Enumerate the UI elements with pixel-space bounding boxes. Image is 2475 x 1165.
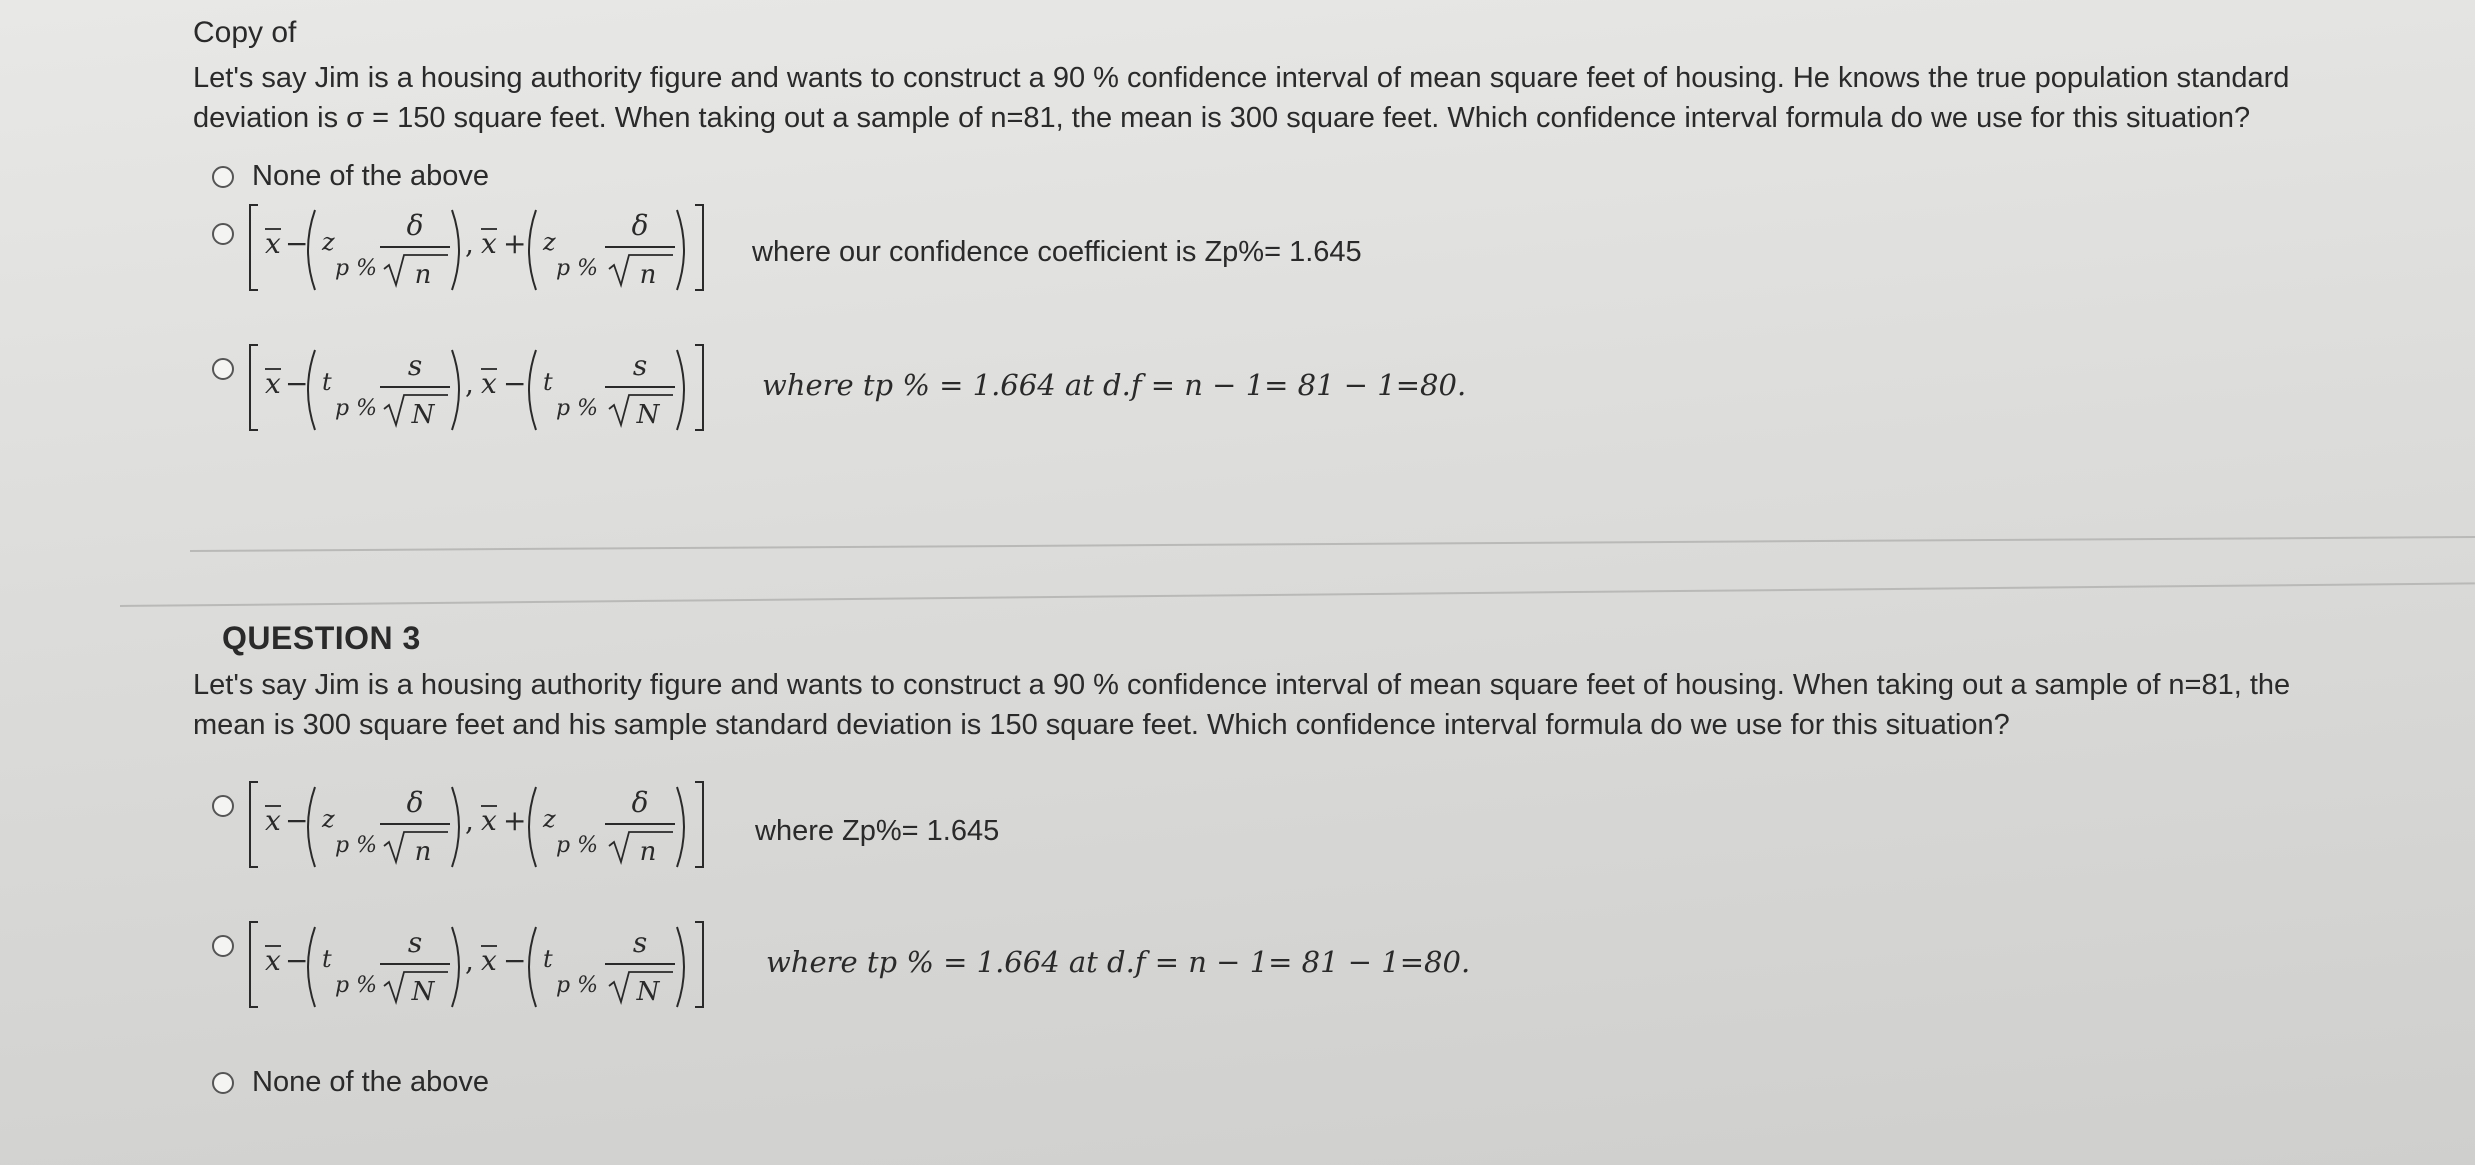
option-note: where tp % = 1.664 at d.f = n − 1= 81 − 1=80. (762, 368, 1467, 402)
xbar-symbol: x (265, 804, 281, 837)
subscript-percent: p % (335, 396, 377, 421)
formula-symbol: , (465, 804, 474, 837)
coefficient-symbol: t (543, 945, 553, 973)
question-heading: QUESTION 3 (222, 620, 421, 656)
question-text (193, 18, 2353, 138)
xbar-symbol: x (265, 227, 281, 260)
formula-symbol: − (503, 944, 527, 977)
question-prefix: Copy of (193, 16, 297, 49)
coefficient-symbol: z (543, 805, 556, 833)
right-bracket (695, 345, 703, 430)
radio-q2-opt3[interactable] (212, 358, 234, 380)
formula-symbol: − (503, 367, 527, 400)
formula-symbol: − (285, 944, 309, 977)
left-bracket (250, 782, 258, 867)
formula-symbol: , (465, 944, 474, 977)
left-bracket (250, 345, 258, 430)
right-paren (452, 350, 459, 430)
subscript-percent: p % (556, 973, 598, 998)
coefficient-symbol: z (322, 228, 335, 256)
radio-q3-opt1[interactable] (212, 795, 234, 817)
right-paren (452, 927, 459, 1007)
fraction-denominator: n (414, 837, 432, 867)
radio-q2-opt1[interactable] (212, 166, 234, 188)
fraction-numerator: s (407, 349, 423, 382)
right-paren (452, 787, 459, 867)
option-label: None of the above (252, 1066, 490, 1098)
section-divider (120, 582, 2475, 607)
xbar-symbol: x (481, 227, 497, 260)
fraction-numerator: s (632, 926, 648, 959)
question-body: Let's say Jim is a housing authority figure and wants to construct a 90 % confidence interval of mean square feet of housing. He knows the true population standard deviation is σ = 150 square feet. When taking out a sample of n=81, the mean is 300 square feet. Which confidence interval formula do we use for this situation? (193, 62, 2290, 134)
left-paren (308, 927, 315, 1007)
formula-symbol: + (503, 804, 527, 837)
z-interval-formula (245, 772, 745, 882)
question-text: Let's say Jim is a housing authority figure and wants to construct a 90 % confidence interval of mean square feet of housing. When taking out a sample of n=81, the mean is 300 square feet and his sample standard deviation is 150 square feet. Which confidence interval formula do we use for this situation? (193, 669, 2291, 741)
t-interval-formula (245, 912, 765, 1037)
left-paren (529, 350, 536, 430)
subscript-percent: p % (556, 833, 598, 858)
xbar-symbol: x (265, 367, 281, 400)
coefficient-symbol: t (322, 368, 332, 396)
fraction-numerator: δ (406, 786, 424, 819)
fraction-denominator: N (411, 977, 435, 1007)
fraction-numerator: δ (631, 209, 649, 242)
coefficient-symbol: z (322, 805, 335, 833)
coefficient-symbol: t (322, 945, 332, 973)
right-paren (452, 210, 459, 290)
coefficient-symbol: t (543, 368, 553, 396)
xbar-symbol: x (481, 944, 497, 977)
t-interval-formula (245, 335, 765, 460)
left-paren (308, 787, 315, 867)
subscript-percent: p % (335, 973, 377, 998)
fraction-denominator: n (639, 260, 657, 290)
option-label: None of the above (252, 160, 490, 192)
subscript-percent: p % (335, 833, 377, 858)
formula-symbol: − (285, 804, 309, 837)
xbar-symbol: x (481, 367, 497, 400)
fraction-denominator: n (414, 260, 432, 290)
formula-symbol: , (465, 367, 474, 400)
subscript-percent: p % (335, 256, 377, 281)
left-bracket (250, 205, 258, 290)
left-paren (529, 787, 536, 867)
xbar-symbol: x (265, 944, 281, 977)
right-paren (677, 350, 684, 430)
left-paren (529, 210, 536, 290)
option-note: where tp % = 1.664 at d.f = n − 1= 81 − 1=80. (766, 945, 1471, 979)
fraction-denominator: N (636, 977, 660, 1007)
right-paren (677, 787, 684, 867)
section-divider (190, 536, 2475, 552)
left-paren (308, 350, 315, 430)
fraction-numerator: δ (631, 786, 649, 819)
radio-q2-opt2[interactable] (212, 223, 234, 245)
fraction-numerator: s (632, 349, 648, 382)
fraction-denominator: N (411, 400, 435, 430)
radio-q3-opt2[interactable] (212, 935, 234, 957)
fraction-numerator: s (407, 926, 423, 959)
coefficient-symbol: z (543, 228, 556, 256)
z-interval-formula (245, 195, 745, 305)
left-bracket (250, 922, 258, 1007)
radio-q3-opt3[interactable] (212, 1072, 234, 1094)
formula-symbol: − (285, 227, 309, 260)
xbar-symbol: x (481, 804, 497, 837)
fraction-numerator: δ (406, 209, 424, 242)
subscript-percent: p % (556, 396, 598, 421)
option-note: where Zp%= 1.645 (755, 815, 1000, 847)
formula-symbol: , (465, 227, 474, 260)
right-paren (677, 210, 684, 290)
right-bracket (695, 922, 703, 1007)
right-bracket (695, 205, 703, 290)
formula-symbol: − (285, 367, 309, 400)
right-bracket (695, 782, 703, 867)
subscript-percent: p % (556, 256, 598, 281)
fraction-denominator: N (636, 400, 660, 430)
formula-symbol: + (503, 227, 527, 260)
right-paren (677, 927, 684, 1007)
option-note: where our confidence coefficient is Zp%= 1.645 (752, 236, 1362, 268)
left-paren (308, 210, 315, 290)
fraction-denominator: n (639, 837, 657, 867)
left-paren (529, 927, 536, 1007)
